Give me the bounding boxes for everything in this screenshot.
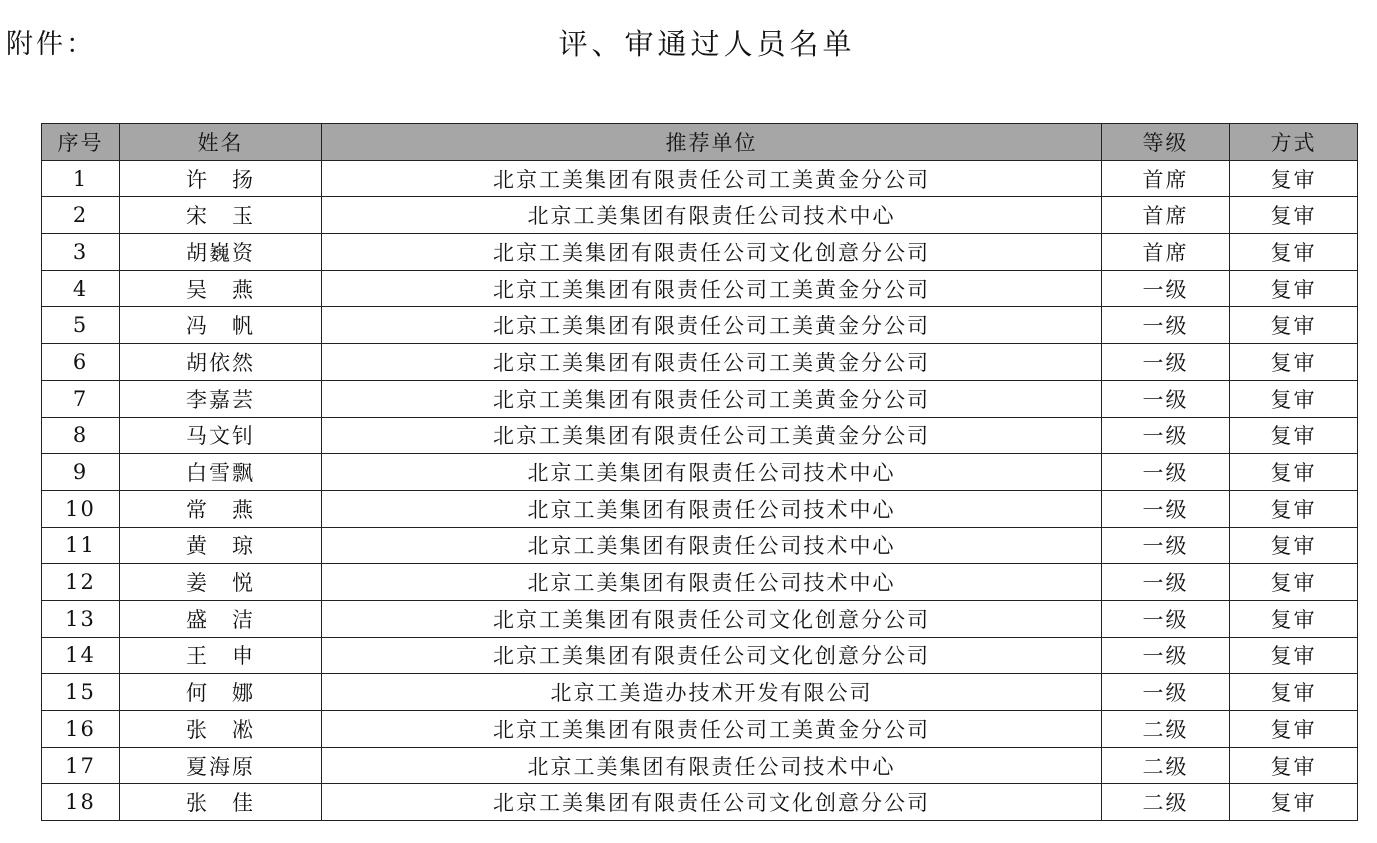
column-header-method: 方式 <box>1230 124 1358 161</box>
cell-method: 复审 <box>1230 380 1358 417</box>
cell-method: 复审 <box>1230 527 1358 564</box>
column-header-recommending-unit: 推荐单位 <box>322 124 1102 161</box>
cell-recommending-unit: 北京工美集团有限责任公司技术中心 <box>322 527 1102 564</box>
cell-name: 盛 洁 <box>120 600 322 637</box>
cell-name: 许 扬 <box>120 160 322 197</box>
cell-level: 首席 <box>1102 160 1230 197</box>
cell-name: 姜 悦 <box>120 564 322 601</box>
table-row <box>42 197 1358 234</box>
cell-name: 马文钊 <box>120 417 322 454</box>
cell-serial-number: 13 <box>42 600 120 637</box>
cell-method: 复审 <box>1230 160 1358 197</box>
cell-recommending-unit: 北京工美集团有限责任公司技术中心 <box>322 454 1102 491</box>
cell-name: 常 燕 <box>120 490 322 527</box>
cell-recommending-unit: 北京工美集团有限责任公司工美黄金分公司 <box>322 417 1102 454</box>
cell-serial-number: 3 <box>42 234 120 271</box>
cell-method: 复审 <box>1230 197 1358 234</box>
cell-serial-number: 4 <box>42 270 120 307</box>
cell-name: 白雪飘 <box>120 454 322 491</box>
cell-method: 复审 <box>1230 637 1358 674</box>
cell-level: 首席 <box>1102 197 1230 234</box>
table-row <box>42 564 1358 601</box>
cell-level: 一级 <box>1102 270 1230 307</box>
cell-recommending-unit: 北京工美集团有限责任公司技术中心 <box>322 197 1102 234</box>
document-title: 评、审通过人员名单 <box>558 27 856 61</box>
cell-serial-number: 9 <box>42 454 120 491</box>
cell-name: 胡巍资 <box>120 234 322 271</box>
cell-method: 复审 <box>1230 674 1358 711</box>
cell-serial-number: 10 <box>42 490 120 527</box>
cell-name: 宋 玉 <box>120 197 322 234</box>
cell-method: 复审 <box>1230 417 1358 454</box>
cell-level: 一级 <box>1102 527 1230 564</box>
cell-recommending-unit: 北京工美集团有限责任公司工美黄金分公司 <box>322 160 1102 197</box>
cell-name: 张 凇 <box>120 711 322 748</box>
table-row <box>42 454 1358 491</box>
table-row <box>42 380 1358 417</box>
cell-level: 一级 <box>1102 454 1230 491</box>
cell-serial-number: 17 <box>42 747 120 784</box>
cell-recommending-unit: 北京工美造办技术开发有限公司 <box>322 674 1102 711</box>
cell-name: 何 娜 <box>120 674 322 711</box>
cell-level: 一级 <box>1102 564 1230 601</box>
cell-serial-number: 14 <box>42 637 120 674</box>
cell-serial-number: 16 <box>42 711 120 748</box>
table-row <box>42 527 1358 564</box>
cell-name: 李嘉芸 <box>120 380 322 417</box>
cell-level: 一级 <box>1102 344 1230 381</box>
cell-level: 一级 <box>1102 380 1230 417</box>
table-row <box>42 490 1358 527</box>
cell-level: 一级 <box>1102 490 1230 527</box>
cell-recommending-unit: 北京工美集团有限责任公司工美黄金分公司 <box>322 344 1102 381</box>
cell-name: 王 申 <box>120 637 322 674</box>
cell-recommending-unit: 北京工美集团有限责任公司工美黄金分公司 <box>322 711 1102 748</box>
cell-method: 复审 <box>1230 784 1358 821</box>
cell-serial-number: 5 <box>42 307 120 344</box>
attachment-label: 附件： <box>6 29 96 60</box>
column-header-name: 姓名 <box>120 124 322 161</box>
column-header-level: 等级 <box>1102 124 1230 161</box>
cell-method: 复审 <box>1230 490 1358 527</box>
approved-personnel-table <box>41 123 1358 821</box>
cell-level: 二级 <box>1102 784 1230 821</box>
cell-method: 复审 <box>1230 344 1358 381</box>
table-row <box>42 784 1358 821</box>
cell-method: 复审 <box>1230 564 1358 601</box>
cell-level: 一级 <box>1102 417 1230 454</box>
cell-recommending-unit: 北京工美集团有限责任公司技术中心 <box>322 490 1102 527</box>
table-row <box>42 160 1358 197</box>
cell-level: 首席 <box>1102 234 1230 271</box>
cell-name: 胡依然 <box>120 344 322 381</box>
cell-recommending-unit: 北京工美集团有限责任公司工美黄金分公司 <box>322 307 1102 344</box>
cell-method: 复审 <box>1230 747 1358 784</box>
cell-name: 黄 琼 <box>120 527 322 564</box>
cell-recommending-unit: 北京工美集团有限责任公司文化创意分公司 <box>322 234 1102 271</box>
table-row <box>42 637 1358 674</box>
cell-recommending-unit: 北京工美集团有限责任公司文化创意分公司 <box>322 600 1102 637</box>
table-row <box>42 600 1358 637</box>
cell-name: 冯 帆 <box>120 307 322 344</box>
cell-recommending-unit: 北京工美集团有限责任公司工美黄金分公司 <box>322 380 1102 417</box>
cell-level: 二级 <box>1102 711 1230 748</box>
cell-serial-number: 8 <box>42 417 120 454</box>
table-row <box>42 711 1358 748</box>
cell-level: 一级 <box>1102 674 1230 711</box>
table-row <box>42 417 1358 454</box>
cell-level: 一级 <box>1102 637 1230 674</box>
header-row <box>42 124 1358 161</box>
cell-method: 复审 <box>1230 711 1358 748</box>
cell-recommending-unit: 北京工美集团有限责任公司文化创意分公司 <box>322 637 1102 674</box>
cell-serial-number: 18 <box>42 784 120 821</box>
cell-serial-number: 12 <box>42 564 120 601</box>
cell-serial-number: 7 <box>42 380 120 417</box>
column-header-serial-number: 序号 <box>42 124 120 161</box>
cell-serial-number: 1 <box>42 160 120 197</box>
table-row <box>42 234 1358 271</box>
cell-method: 复审 <box>1230 234 1358 271</box>
cell-name: 吴 燕 <box>120 270 322 307</box>
table-row <box>42 674 1358 711</box>
cell-method: 复审 <box>1230 454 1358 491</box>
cell-serial-number: 11 <box>42 527 120 564</box>
cell-method: 复审 <box>1230 600 1358 637</box>
cell-method: 复审 <box>1230 307 1358 344</box>
cell-recommending-unit: 北京工美集团有限责任公司技术中心 <box>322 564 1102 601</box>
cell-recommending-unit: 北京工美集团有限责任公司文化创意分公司 <box>322 784 1102 821</box>
table-row <box>42 747 1358 784</box>
table-row <box>42 307 1358 344</box>
cell-level: 一级 <box>1102 600 1230 637</box>
table-header <box>42 124 1358 161</box>
cell-recommending-unit: 北京工美集团有限责任公司工美黄金分公司 <box>322 270 1102 307</box>
cell-recommending-unit: 北京工美集团有限责任公司技术中心 <box>322 747 1102 784</box>
cell-name: 夏海原 <box>120 747 322 784</box>
cell-serial-number: 2 <box>42 197 120 234</box>
table-body <box>42 160 1358 820</box>
cell-method: 复审 <box>1230 270 1358 307</box>
cell-serial-number: 15 <box>42 674 120 711</box>
table-row <box>42 344 1358 381</box>
table-row <box>42 270 1358 307</box>
cell-level: 二级 <box>1102 747 1230 784</box>
cell-name: 张 佳 <box>120 784 322 821</box>
cell-level: 一级 <box>1102 307 1230 344</box>
cell-serial-number: 6 <box>42 344 120 381</box>
